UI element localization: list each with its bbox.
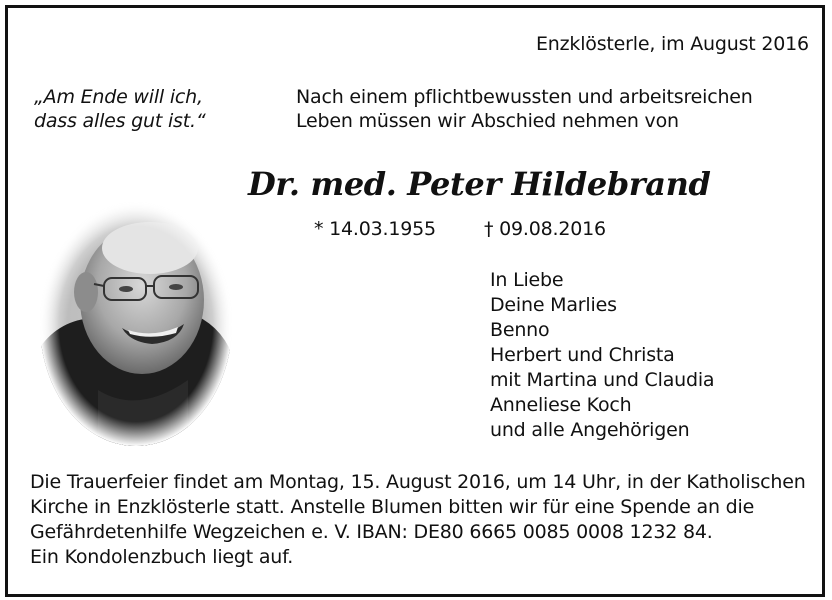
signer-line: Herbert und Christa	[490, 344, 675, 366]
intro-line-2: Leben müssen wir Abschied nehmen von	[296, 110, 679, 132]
motto-line-2: dass alles gut ist.“	[34, 110, 206, 132]
notice-line-3: Gefährdetenhilfe Wegzeichen e. V. IBAN: DE80 6665 0085 0008 1232 84.	[30, 521, 713, 543]
place-date: Enzklösterle, im August 2016	[536, 33, 809, 55]
signer-line: In Liebe	[490, 269, 564, 291]
signer-line: und alle Angehörigen	[490, 419, 690, 441]
intro-line-1: Nach einem pflichtbewussten und arbeitsreichen	[296, 86, 753, 108]
notice-line-4: Ein Kondolenzbuch liegt auf.	[30, 546, 294, 568]
motto-line-1: „Am Ende will ich,	[34, 86, 203, 108]
signer-line: Deine Marlies	[490, 294, 617, 316]
death-date: † 09.08.2016	[484, 218, 606, 240]
notice-line-2: Kirche in Enzklösterle statt. Anstelle Blumen bitten wir für eine Spende an die	[30, 496, 755, 518]
signer-line: Anneliese Koch	[490, 394, 632, 416]
notice-line-1: Die Trauerfeier findet am Montag, 15. August 2016, um 14 Uhr, in der Katholischen	[30, 471, 806, 493]
signer-line: Benno	[490, 319, 550, 341]
deceased-name: Dr. med. Peter Hildebrand	[248, 165, 711, 203]
birth-date: * 14.03.1955	[314, 218, 436, 240]
portrait-photo	[38, 200, 234, 448]
signer-line: mit Martina und Claudia	[490, 369, 715, 391]
